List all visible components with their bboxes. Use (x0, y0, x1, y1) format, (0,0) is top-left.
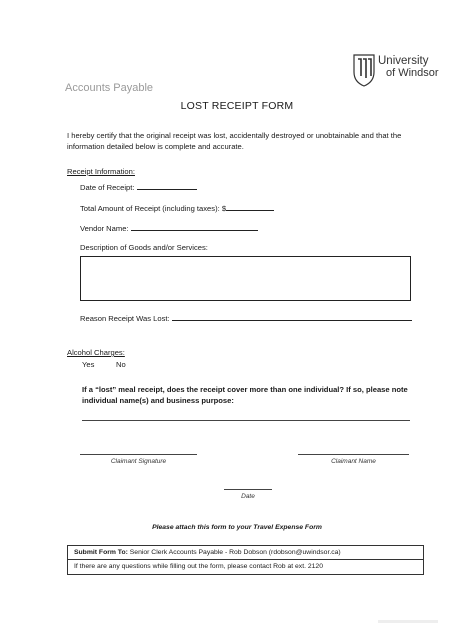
submit-recipient: Senior Clerk Accounts Payable - Rob Dobson (rdobson@uwindsor.ca) (129, 549, 341, 556)
submit-info-box (67, 545, 424, 575)
reason-lost-label: Reason Receipt Was Lost: (80, 314, 170, 323)
date-signed-line[interactable] (224, 489, 272, 490)
logo-line-2: of Windsor (386, 67, 439, 79)
certification-statement: I hereby certify that the original receipt was lost, accidentally destroyed or unobtainable and that the information detailed below is complete and accurate. (67, 131, 402, 151)
lost-meal-question: If a “lost” meal receipt, does the receipt cover more than one individual? If so, please note individual name(s) and business purpose: (82, 385, 408, 405)
description-label: Description of Goods and/or Services: (80, 243, 208, 252)
submit-to-label: Submit Form To: (74, 549, 128, 556)
claimant-signature-caption: Claimant Signature (110, 458, 167, 465)
submit-box-divider (68, 559, 423, 560)
claimant-signature-line[interactable] (80, 454, 197, 455)
contact-note: If there are any questions while filling out the form, please contact Rob at ext. 2120 (74, 563, 323, 570)
reason-lost-field (80, 313, 412, 325)
total-amount-field (80, 203, 274, 215)
submit-to-row (74, 548, 341, 557)
total-amount-line[interactable] (226, 203, 274, 211)
total-amount-label: Total Amount of Receipt (including taxes): $ (80, 204, 227, 213)
reason-lost-line[interactable] (172, 313, 412, 321)
vendor-name-line[interactable] (131, 223, 258, 231)
department-name: Accounts Payable (65, 82, 154, 94)
receipt-info-heading: Receipt Information: (67, 167, 135, 176)
page-title: LOST RECEIPT FORM (180, 100, 294, 112)
meal-details-line[interactable] (82, 420, 410, 421)
attach-instruction: Please attach this form to your Travel Expense Form (152, 524, 322, 531)
claimant-name-line[interactable] (298, 454, 409, 455)
description-textbox[interactable] (80, 256, 411, 301)
alcohol-no-option[interactable]: No (116, 360, 126, 369)
date-of-receipt-label: Date of Receipt: (80, 183, 135, 192)
alcohol-yes-option[interactable]: Yes (82, 360, 95, 369)
footer-watermark (378, 620, 438, 623)
shield-icon (354, 55, 374, 86)
date-signed-caption: Date (241, 493, 255, 500)
claimant-name-caption: Claimant Name (331, 458, 376, 465)
vendor-name-field (80, 223, 258, 235)
vendor-name-label: Vendor Name: (80, 224, 129, 233)
date-of-receipt-field (80, 182, 197, 194)
logo-line-1: University (378, 55, 429, 67)
alcohol-charges-heading: Alcohol Charges: (67, 348, 125, 357)
date-of-receipt-line[interactable] (137, 182, 197, 190)
university-wordmark (378, 55, 439, 79)
